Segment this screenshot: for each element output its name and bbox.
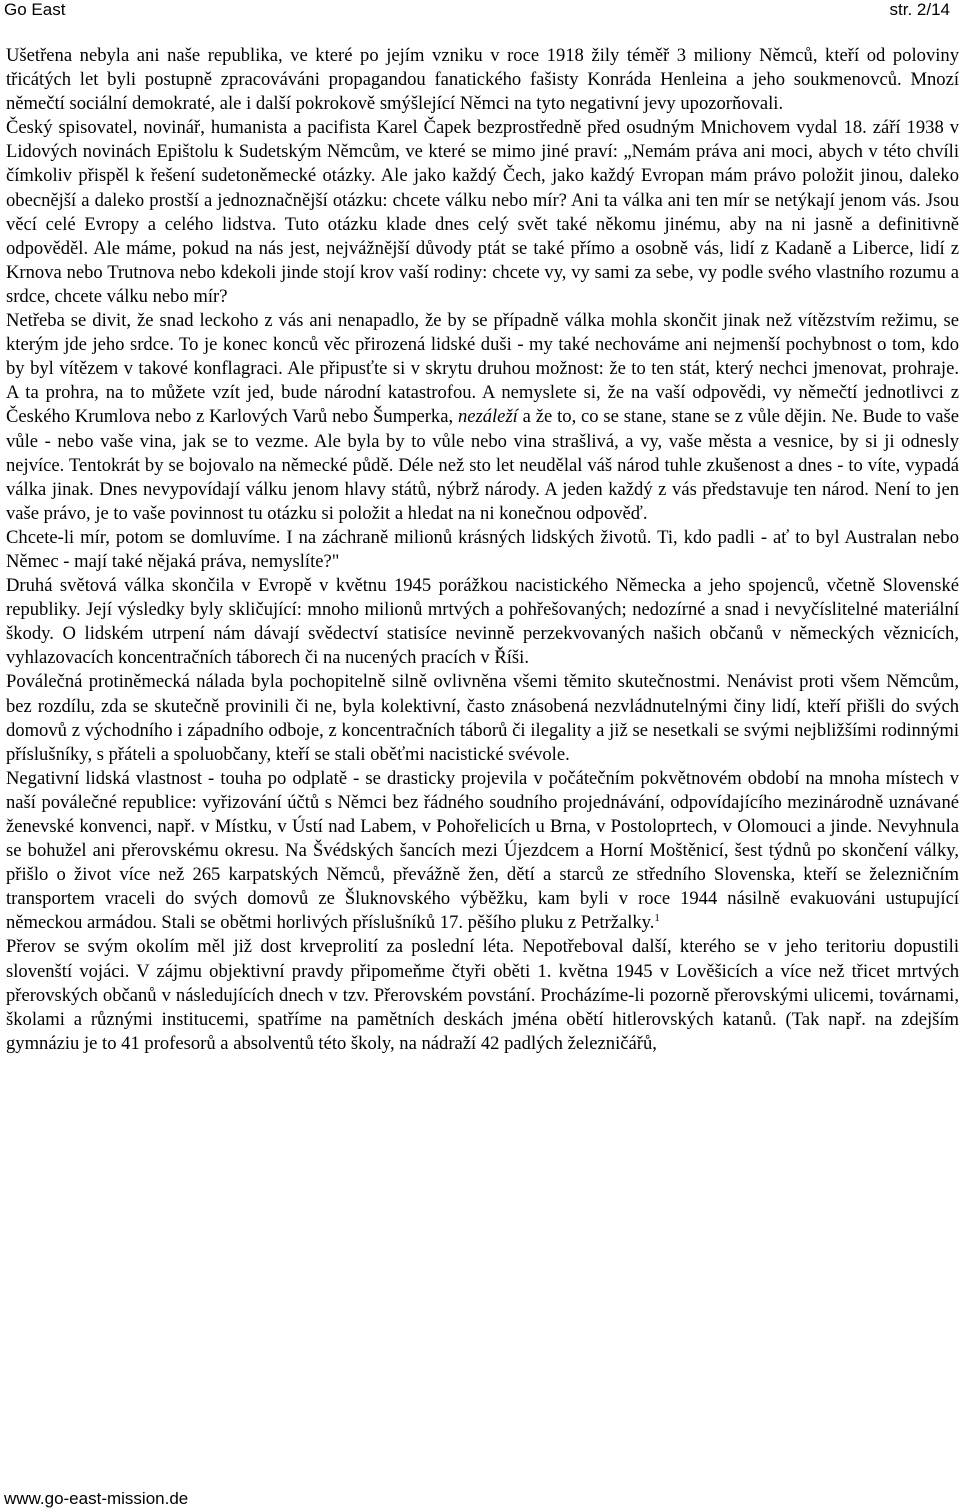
text-run: Druhá světová válka skončila v Evropě v květnu 1945 porážkou nacistického Německa a jeho spojenců, včetně Slovenské republiky. Její výsledky byly skličující: mnoho milionů mrtvých a pohřešovaných; nedozírné a snad i nevyčíslitelné materiální škody. O lidském utrpení nám dávají svědectví statisíce nevinně perzekvovaných našich občanů v německých věznicích, vyhlazovacích koncentračních táborech či na nucených pracích v Říši. — [6, 575, 959, 669]
paragraph — [6, 44, 959, 116]
page-footer — [4, 1488, 188, 1510]
text-run: Ušetřena nebyla ani naše republika, ve které po jejím vzniku v roce 1918 žily téměř 3 miliony Němců, kteří od poloviny třicátých let byli postupně zpracováváni propagandou fanatického fašisty Konráda Henleina a jeho soukmenovců. Mnozí němečtí sociální demokraté, ale i další pokrokově smýšlející Němci na tyto negativní jevy upozorňovali. — [6, 45, 959, 115]
document-body — [6, 44, 959, 1056]
page-number: str. 2/14 — [889, 0, 950, 19]
paragraph — [6, 309, 959, 526]
text-run: Poválečná protiněmecká nálada byla pochopitelně silně ovlivněna všemi těmito skutečnostmi. Nenávist proti všem Němcům, bez rozdílu, zda se skutečně provinili či ne, byla kolektivní, často znásobená nezvládnutelnými činy lidí, kteří přišli do svých domovů z východního i západního odboje, z koncentračních táborů či ilegality a již se nesetkali se svými nejbližšími rodinnými příslušníky, s přáteli a spoluobčany, kteří se stali oběťmi nacistické svévole. — [6, 671, 959, 765]
text-run: Netřeba se divit, že snad leckoho z vás ani nenapadlo, že by se případně válka mohla skončit jinak než vítězstvím režimu, se kterým jde jeho srdce. To je konec konců věc přirozená lidské duši - my také nechováme ani nejmenší pochybnost o tom, kdo by byl vítězem v takové konflagraci. Ale připusťte si v skrytu druhou možnost: že to ten stát, který nechci jmenovat, prohraje. A ta prohra, na to můžete vzít jed, bude národní katastrofou. A nemyslete si, že na vaší odpovědi, vy němečtí jednotlivci z Českého Krumlova nebo z Karlových Varů nebo Šumperka, — [6, 310, 959, 428]
paragraph — [6, 767, 959, 936]
paragraph — [6, 935, 959, 1055]
text-run: Český spisovatel, novinář, humanista a pacifista Karel Čapek bezprostředně před osudným Mnichovem vydal 18. září 1938 v Lidových novinách Epištolu k Sudetským Němcům, ve které se mimo jiné praví: „Nemám práva ani moci, abych v této chvíli čímkoliv přispěl k řešení sudetoněmecké otázky. Ale jako každý Čech, jako každý Evropan mám právo položit jinou, daleko obecnější a daleko prostší a jednoznačnější otázku: chcete válku nebo mír? Ani ta válka ani ten mír se netýkají jenom vás. Jsou věcí celé Evropy a celého lidstva. Tuto otázku klade dnes celý svět také někomu jinému, aby na ni jasně a definitivně odpověděl. Ale máme, pokud na nás jest, nejvážnější důvody ptát se také přímo a osobně vás, lidí z Kadaně a Liberce, lidí z Krnova nebo Trutnova nebo kdekoli jinde stojí krov vaší rodiny: chcete vy, vy sami za sebe, vy podle svého vlastního rozumu a srdce, chcete válku nebo mír? — [6, 117, 959, 307]
paragraph — [6, 574, 959, 670]
paragraph — [6, 670, 959, 766]
text-run: Negativní lidská vlastnost - touha po odplatě - se drasticky projevila v počátečním pokvětnovém období na mnoha místech v naší poválečné republice: vyřizování účtů s Němci bez řádného soudního projednávání, odpovídajícího mezinárodně uznávané ženevské konvenci, např. v Místku, v Ústí nad Labem, v Pohořelicích u Brna, v Postoloprtech, v Olomouci a jinde. Nevyhnula se bohužel ani přerovskému okresu. Na Švédských šancích mezi Újezdcem a Horní Moštěnicí, šest týdnů po skončení války, přišlo o život více než 265 karpatských Němců, převážně žen, dětí a starců ze středního Slovenska, kteří se železničním transportem vraceli do svých domovů ze Šluknovského výběžku, kam byli v roce 1944 násilně evakuováni ustupující německou armádou. Stali se obětmi horlivých příslušníků 17. pěšího pluku z Petržalky. — [6, 767, 959, 934]
text-run: Chcete-li mír, potom se domluvíme. I na záchraně milionů krásných lidských životů. Ti, kdo padli - ať to byl Australan nebo Němec - mají také nějaká práva, nemyslíte?" — [6, 526, 959, 572]
text-run: a že to, co se stane, stane se z vůle dějin. Ne. Bude to vaše vůle - nebo vaše vina, jak se to vezme. Ale byla by to vůle nebo vina strašlivá, a vy, vaše města a vesnice, by si ji odnesly nejvíce. Tentokrát by se bojovalo na německé půdě. Déle než sto let neudělal váš národ tuhle zkušenost a dnes - to víte, vypadá válka jinak. Dnes nevypovídají válku jenom hlavy států, nýbrž národy. A jeden každý z vás představuje ten národ. Není to jen vaše právo, je to vaše povinnost tu otázku si položit a hledat na ni konečnou odpověď. — [6, 406, 959, 524]
header-title: Go East — [4, 0, 66, 19]
page-header — [0, 0, 960, 20]
text-run: Přerov se svým okolím měl již dost krveprolití za poslední léta. Nepotřeboval další, kterého se v jeho teritoriu dopustili slovenští vojáci. V zájmu objektivní pravdy připomeňme čtyři oběti 1. května 1945 v Lověšicích a více než třicet mrtvých přerovských občanů v následujících dnech v tzv. Přerovském povstání. Procházíme-li pozorně přerovskými ulicemi, továrnami, školami a různými institucemi, spatříme na pamětních deskách jména obětí hitlerovských katanů. (Tak např. na zdejším gymnáziu je to 41 profesorů a absolventů této školy, na nádraží 42 padlých železničářů, — [6, 936, 959, 1054]
footer-url: www.go-east-mission.de — [4, 1489, 189, 1508]
footnote-marker: 1 — [654, 912, 660, 925]
emphasis-text: nezáleží — [457, 406, 518, 428]
paragraph — [6, 526, 959, 574]
paragraph — [6, 116, 959, 309]
